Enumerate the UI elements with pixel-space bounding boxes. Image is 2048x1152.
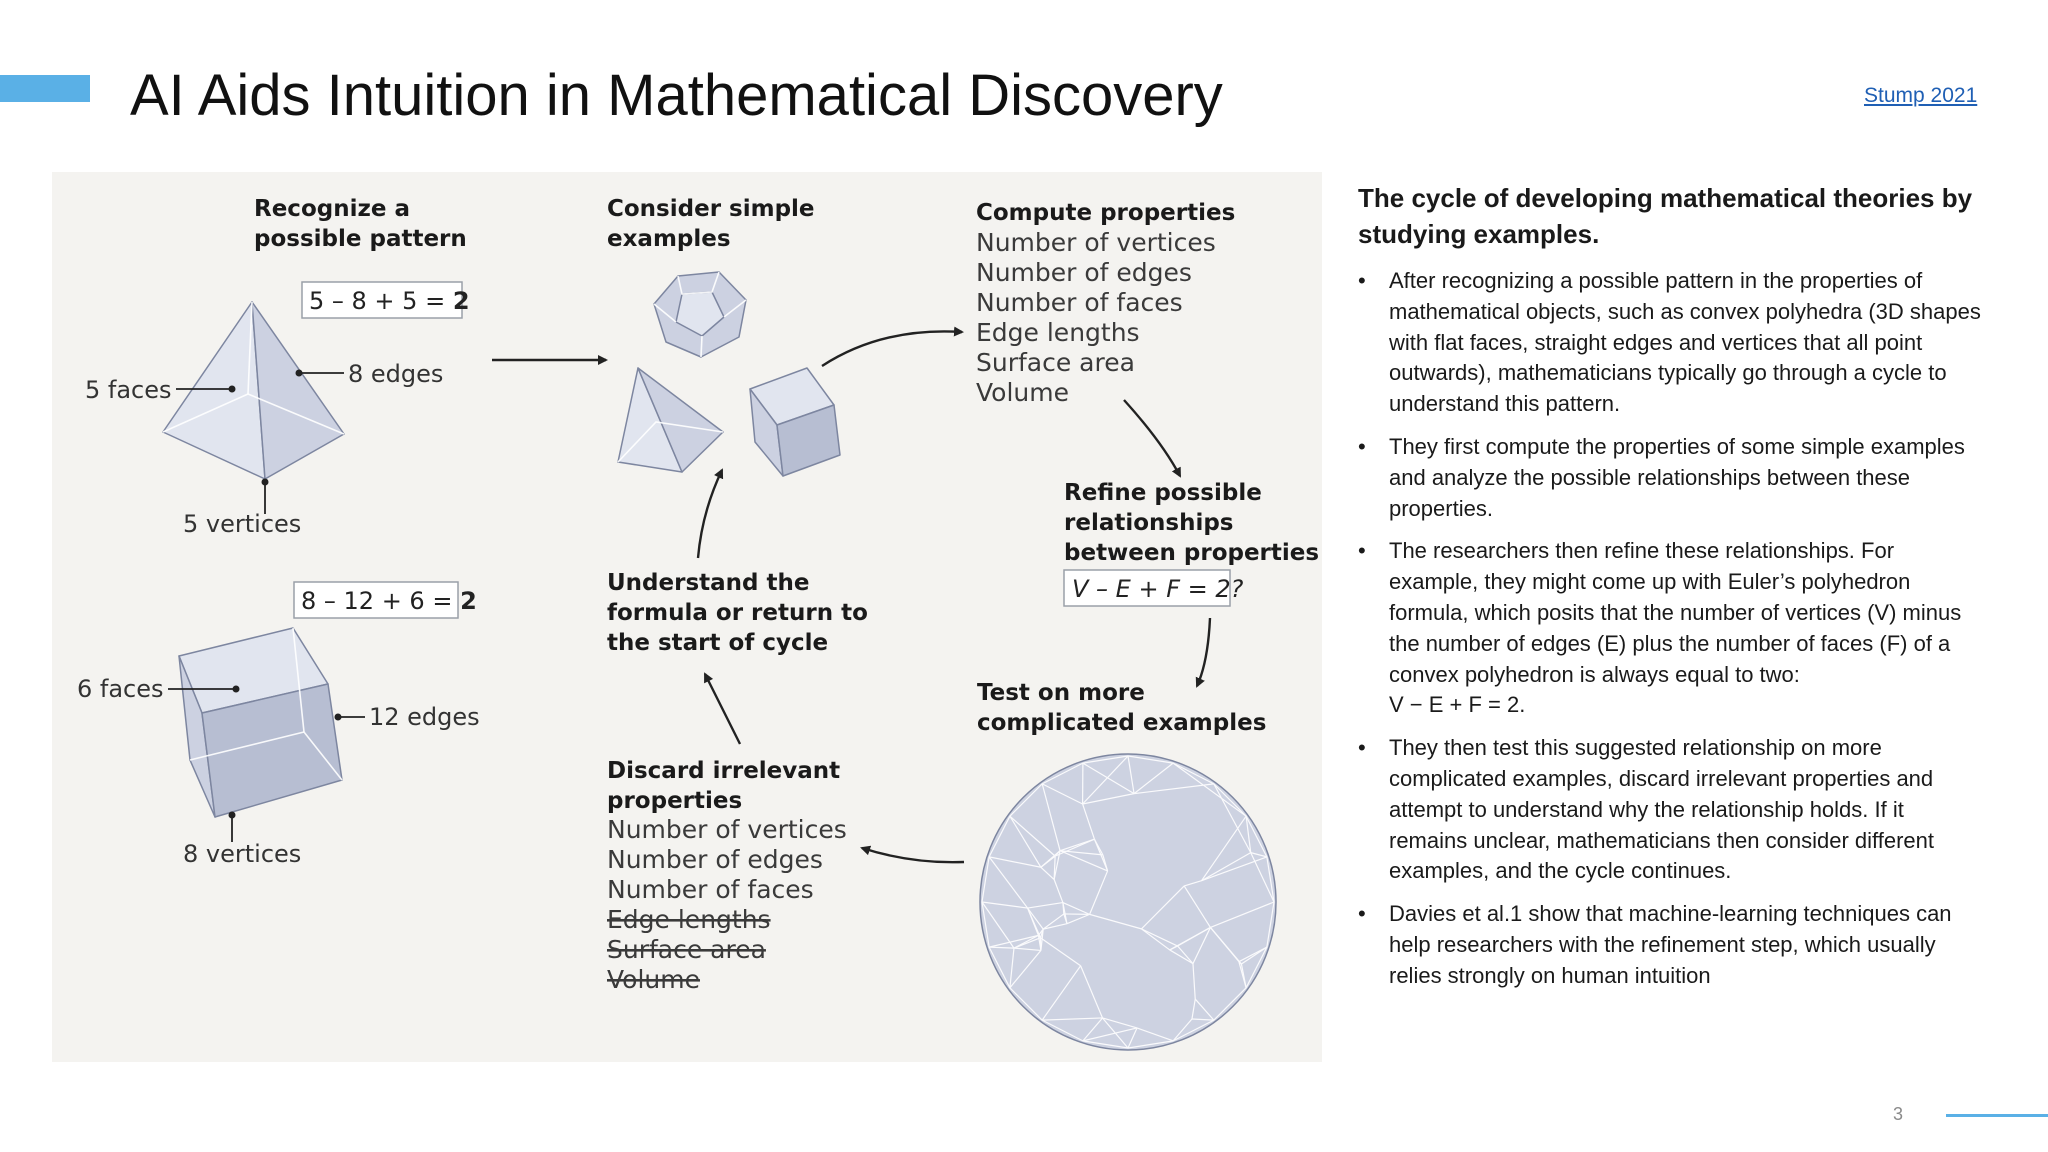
dodecahedron [654,272,746,357]
understand-line-2: formula or return to [607,600,868,626]
cube-equation [301,587,477,615]
bullet-text: After recognizing a possible pattern in the properties of mathematical objects, such as convex polyhedra (3D shapes with flat faces, straight edges and vertices that all point outwards), mathematicians typically go through a cycle to understand this pattern. [1389,268,1981,417]
explanation-panel [1358,180,1983,1004]
pyramid-faces-label: 5 faces [85,376,172,404]
arrow-to-discard [862,848,964,862]
struck-property: Volume [607,965,700,994]
small-pyramid [618,368,723,472]
pyramid-edges-label: 8 edges [348,360,444,388]
compute-property: Surface area [976,348,1135,377]
refine-equation: V – E + F = 2? [1072,575,1244,603]
compute-heading: Compute properties [976,200,1236,226]
pyramid-equation-result: 2 [452,287,470,315]
discard-line-2: properties [607,788,743,814]
refine-line-1: Refine possible [1064,480,1262,506]
refine-heading [1064,480,1319,566]
small-cube [750,368,840,476]
bullet-marker: • [1358,901,1366,927]
compute-property: Volume [976,378,1069,407]
refine-line-3: between properties [1064,540,1320,566]
bullet-marker: • [1358,433,1366,459]
bullet-item [1358,266,1983,420]
consider-line-1: Consider simple [607,196,815,222]
cube-equation-left: 8 – 12 + 6 = [301,587,461,615]
consider-heading [607,196,823,252]
compute-property: Number of faces [976,288,1183,317]
discard-property-list [607,815,855,994]
cycle-diagram [52,172,1322,1062]
bullet-text: They first compute the properties of some simple examples and analyze the possible relationships between these properties. [1389,433,1965,521]
refine-line-2: relationships [1064,510,1234,536]
bullet-text: Davies et al.1 show that machine-learning techniques can help researchers with the refinement step, which usually relies strongly on human intuition [1389,901,1952,988]
kept-property: Number of edges [607,845,823,874]
panel-heading: The cycle of developing mathematical theories by studying examples. [1358,183,1973,249]
bullet-item [1358,733,1983,887]
bullet-item [1358,432,1983,524]
compute-property: Number of edges [976,258,1192,287]
arrow-to-test [1197,618,1210,686]
discard-heading [607,758,848,814]
pyramid-equation [309,287,470,315]
understand-heading [607,570,876,656]
cube-edges-label: 12 edges [369,703,480,731]
cube [179,628,342,817]
recognize-line-1: Recognize a [254,196,410,222]
arrow-to-understand [705,674,740,744]
title-accent-bar [0,75,90,102]
discard-line-1: Discard irrelevant [607,758,841,784]
arrow-to-compute-properties [822,331,962,366]
geodesic-sphere [980,754,1276,1050]
test-line-2: complicated examples [977,710,1267,736]
page-number: 3 [1893,1104,1904,1124]
cube-faces-label: 6 faces [77,675,164,703]
bullet-text: They then test this suggested relationship on more complicated examples, discard irrelevant properties and attempt to understand why the relationship holds. If it remains unclear, mathematicians then consider different examples, and the cycle continues. [1389,735,1934,884]
cube-equation-result: 2 [460,587,477,615]
recognize-heading [254,196,467,252]
test-line-1: Test on more [977,680,1145,706]
discovery-cycle-figure [52,172,1322,1062]
compute-property: Number of vertices [976,228,1216,257]
arrow-to-refine [1124,400,1180,476]
bullet-marker: • [1358,268,1366,293]
bullet-item [1358,536,1983,721]
cube-vertices-label: 8 vertices [183,840,302,868]
bullet-list [1358,266,1983,992]
bullet-marker: • [1358,735,1366,761]
bullet-item [1358,899,1983,991]
bullet-text: The researchers then refine these relationships. For example, they might come up with Euler’s polyhedron formula, which posits that the number of vertices (V) minus the number of edges (E) plus the number of faces (F) of a convex polyhedron is always equal to two: V − E + F = 2. [1389,538,1962,718]
struck-property: Edge lengths [607,905,771,934]
struck-property: Surface area [607,935,766,964]
compute-property-list [976,228,1224,407]
slide-title: AI Aids Intuition in Mathematical Discovery [130,63,1223,128]
compute-property: Edge lengths [976,318,1140,347]
consider-line-2: examples [607,226,731,252]
bullet-marker: • [1358,538,1366,564]
understand-line-1: Understand the [607,570,810,596]
test-heading [977,680,1266,736]
pyramid-equation-left: 5 – 8 + 5 = [309,287,453,315]
recognize-line-2: possible pattern [254,226,467,252]
source-citation-link[interactable]: Stump 2021 [1864,84,1978,107]
arrow-back-to-examples [698,470,722,558]
understand-line-3: the start of cycle [607,630,829,656]
square-pyramid [163,302,344,479]
kept-property: Number of faces [607,875,814,904]
footer-accent-bar [1946,1114,2048,1117]
kept-property: Number of vertices [607,815,847,844]
pyramid-vertices-label: 5 vertices [183,510,302,538]
